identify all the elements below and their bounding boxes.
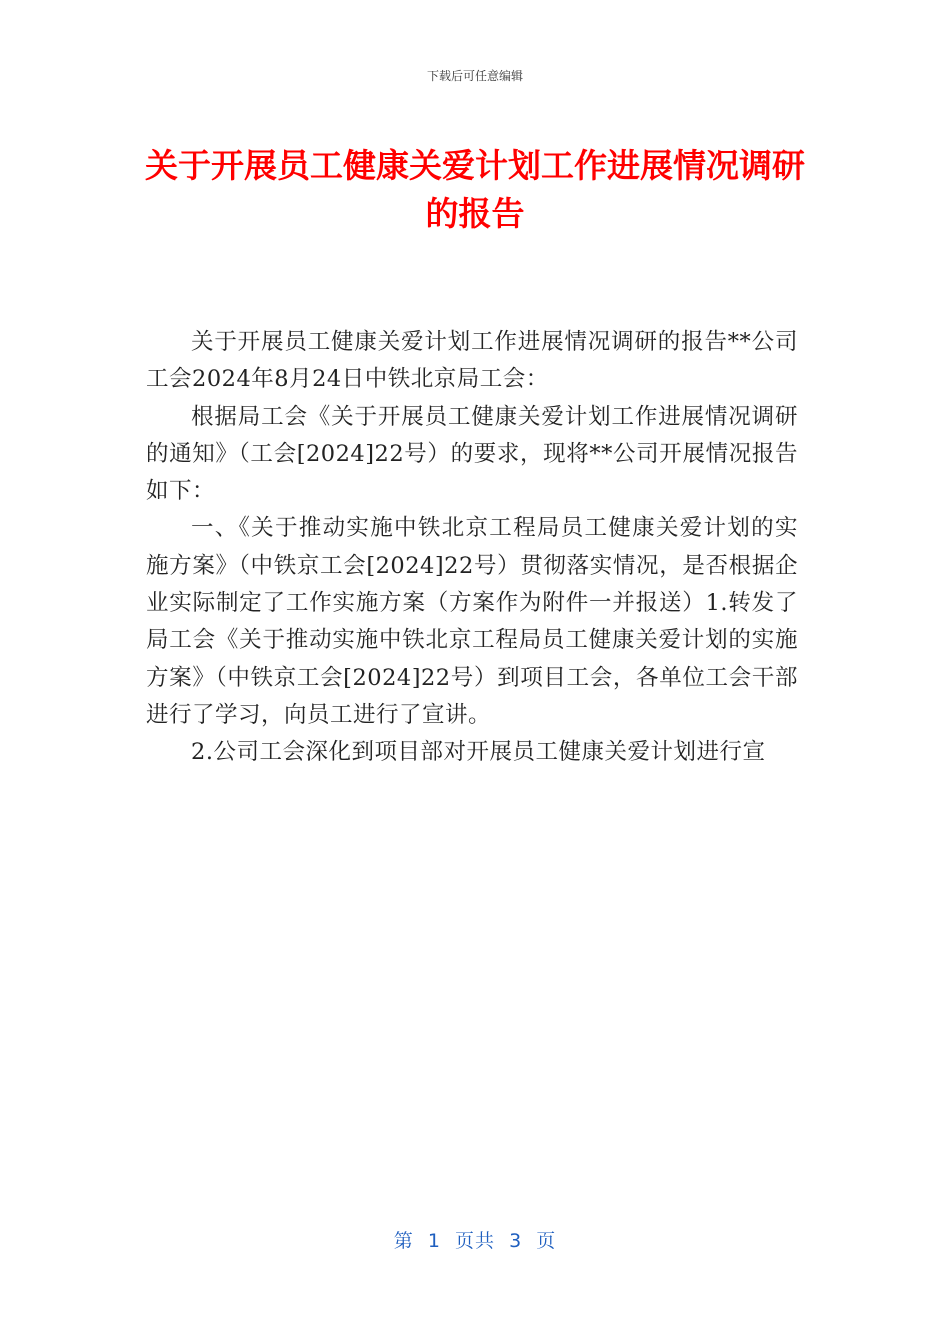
paragraph-2: 根据局工会《关于开展员工健康关爱计划工作进展情况调研的通知》（工会[2024]22号）的要求，现将**公司开展情况报告如下： [146, 403, 798, 505]
page-number-footer: 第 1 页共 3 页 [393, 1230, 557, 1252]
paragraph-1: 关于开展员工健康关爱计划工作进展情况调研的报告**公司工会2024年8月24日中铁北京局工会： [146, 329, 798, 393]
document-title: 关于开展员工健康关爱计划工作进展情况调研的报告 [145, 146, 805, 233]
document-body [146, 324, 798, 772]
header-note: 下载后可任意编辑 [426, 69, 523, 83]
paragraph-3: 一、《关于推动实施中铁北京工程局员工健康关爱计划的实施方案》（中铁京工会[2024]22号）贯彻落实情况，是否根据企业实际制定了工作实施方案（方案作为附件一并报送）1.转发了局工会《关于推动实施中铁北京工程局员工健康关爱计划的实施方案》（中铁京工会[2024]22号）到项目工会，各单位工会干部进行了学习，向员工进行了宣讲。 [146, 515, 798, 728]
paragraph-4: 2.公司工会深化到项目部对开展员工健康关爱计划进行宣 [191, 739, 766, 766]
